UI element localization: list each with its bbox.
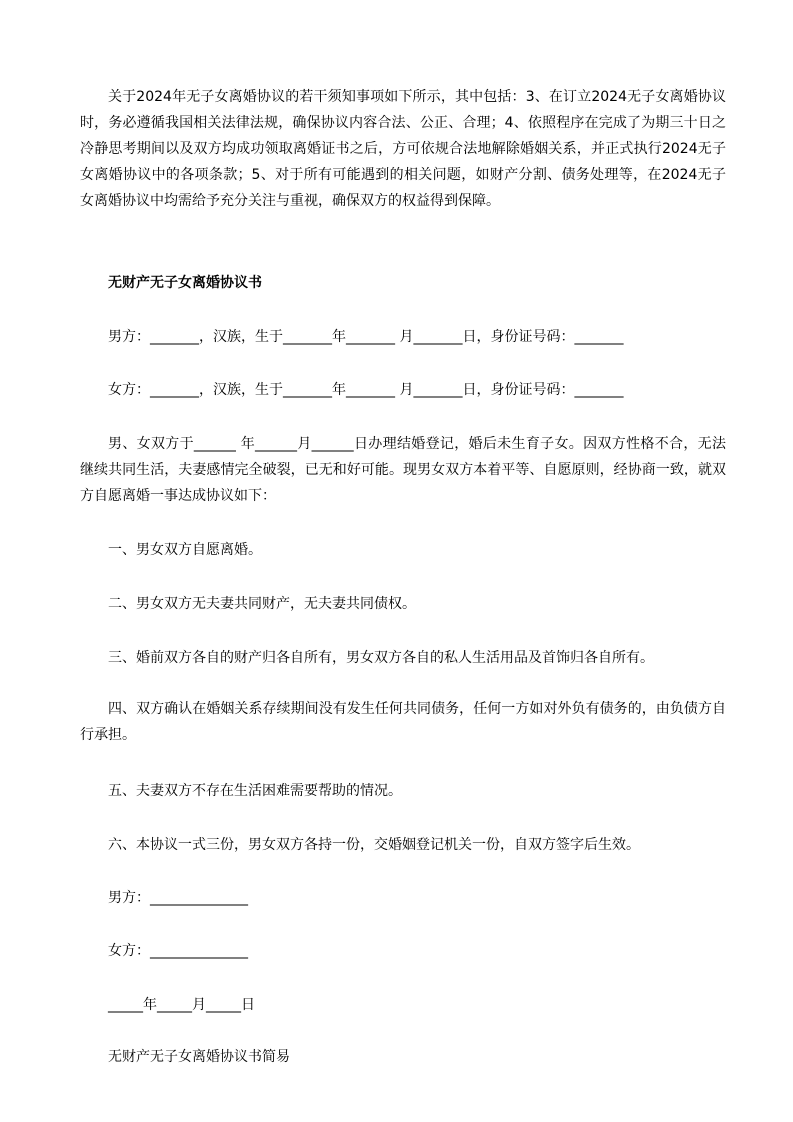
- male-signature-line: 男方：______________: [108, 890, 248, 906]
- male-info-line: 男方：_______，汉族，生于_______年_______ 月_______日，身份证号码：_______: [108, 329, 624, 345]
- female-signature-line: 女方：______________: [108, 943, 248, 959]
- clause-2: 二、男女双方无夫妻共同财产，无夫妻共同债权。: [108, 596, 416, 612]
- document-title: 无财产无子女离婚协议书: [108, 275, 262, 291]
- female-info-line: 女方：_______，汉族，生于_______年_______ 月_______日，身份证号码：_______: [108, 382, 624, 398]
- footer-title: 无财产无子女离婚协议书简易: [108, 1049, 290, 1065]
- clause-4: 四、双方确认在婚姻关系存续期间没有发生任何共同债务，任何一方如对外负有债务的，由负债方自行承担。: [80, 701, 726, 743]
- clause-5: 五、夫妻双方不存在生活困难需要帮助的情况。: [108, 783, 402, 799]
- clause-1: 一、男女双方自愿离婚。: [108, 542, 262, 558]
- preamble-paragraph: 男、女双方于______ 年______月______日办理结婚登记，婚后未生育子女。因双方性格不合，无法继续共同生活，夫妻感情完全破裂，已无和好可能。现男女双方本着平等、自愿原则，经协商一致，就双方自愿离婚一事达成协议如下：: [80, 436, 726, 504]
- intro-paragraph: 关于2024年无子女离婚协议的若干须知事项如下所示，其中包括：3、在订立2024无子女离婚协议时，务必遵循我国相关法律法规，确保协议内容合法、公正、合理；4、依照程序在完成了为期三十日之冷静思考期间以及双方均成功领取离婚证书之后，方可依规合法地解除婚姻关系，并正式执行2024无子女离婚协议中的各项条款；5、对于所有可能遇到的相关问题，如财产分割、债务处理等，在2024无子女离婚协议中均需给予充分关注与重视，确保双方的权益得到保障。: [80, 89, 726, 209]
- clause-3: 三、婚前双方各自的财产归各自所有，男女双方各自的私人生活用品及首饰归各自所有。: [108, 650, 654, 666]
- date-line: _____年_____月_____日: [108, 997, 255, 1013]
- clause-6: 六、本协议一式三份，男女双方各持一份，交婚姻登记机关一份，自双方签字后生效。: [108, 837, 640, 853]
